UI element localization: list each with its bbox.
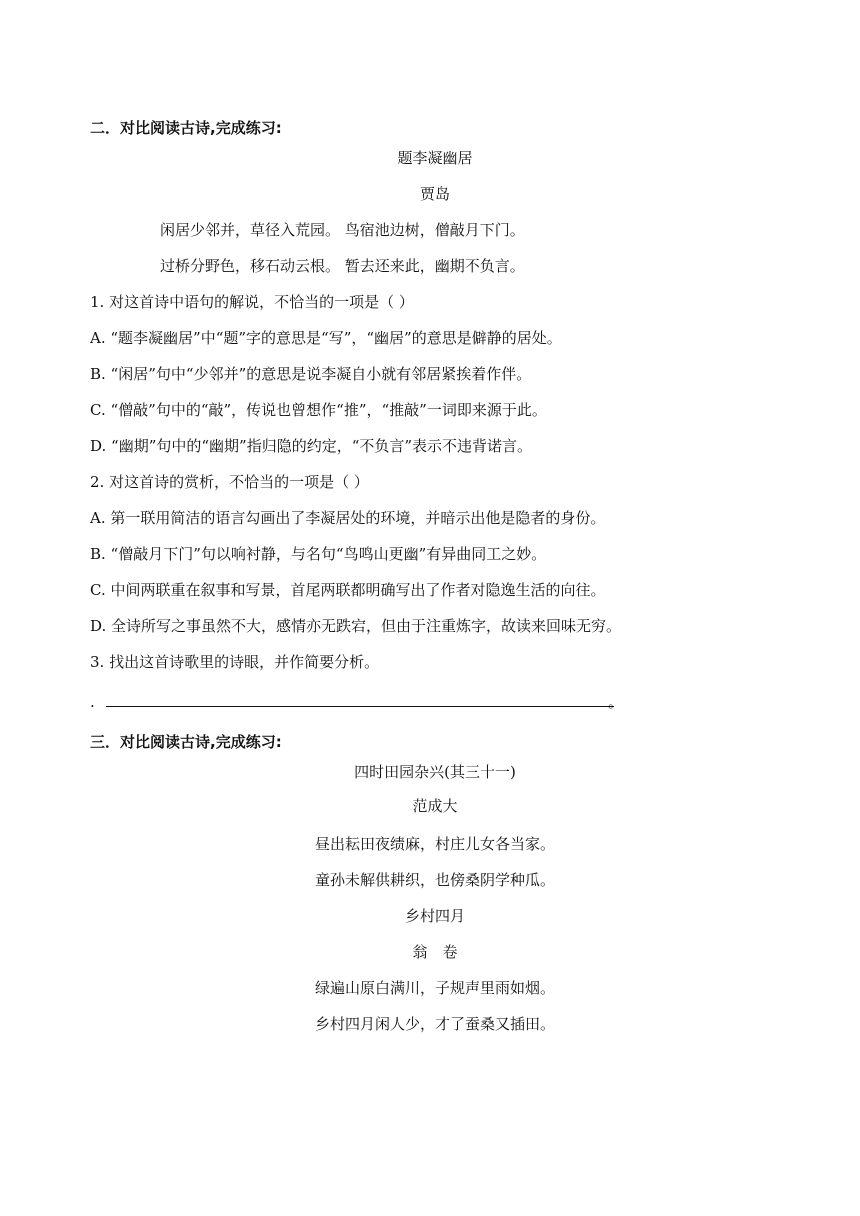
poem-line: 过桥分野色，移石动云根。 暂去还来此，幽期不负言。	[160, 257, 525, 275]
question-stem: 1. 对这首诗中语句的解说，不恰当的一项是（ ）	[90, 293, 414, 311]
poem1-line: 昼出耘田夜绩麻，村庄儿女各当家。	[314, 835, 555, 853]
question-option: B. “僧敲月下门”句以响衬静，与名句“鸟鸣山更幽”有异曲同工之妙。	[90, 545, 547, 563]
poem2-line: 绿遍山原白满川，子规声里雨如烟。	[314, 979, 555, 997]
poem-line: 闲居少邻并，草径入荒园。 鸟宿池边树，僧敲月下门。	[160, 221, 525, 239]
poem-author: 贾岛	[419, 185, 450, 203]
question-option: D. 全诗所写之事虽然不大，感情亦无跌宕，但由于注重炼字，故读来回味无穷。	[90, 617, 622, 635]
poem2-author: 翁 卷	[412, 943, 458, 961]
question-option: A. 第一联用简洁的语言勾画出了李凝居处的环境，并暗示出他是隐者的身份。	[90, 509, 606, 527]
poem2-line: 乡村四月闲人少，才了蚕桑又插田。	[314, 1015, 555, 1033]
poem1-author: 范成大	[412, 797, 458, 815]
section2-heading: 二．对比阅读古诗,完成练习:	[90, 119, 282, 137]
question-option: C. “僧敲”句中的“敲”，传说也曾想作“推”，“推敲”一词即来源于此。	[90, 401, 547, 419]
question-option: C. 中间两联重在叙事和写景，首尾两联都明确写出了作者对隐逸生活的向往。	[90, 581, 606, 599]
question-option: D. “幽期”句中的“幽期”指归隐的约定，“不负言”表示不违背诺言。	[90, 437, 533, 455]
question-option: A. “题李凝幽居”中“题”字的意思是“写”，“幽居”的意思是僻静的居处。	[90, 329, 562, 347]
answer-blank[interactable]	[90, 692, 650, 712]
section3-heading: 三．对比阅读古诗,完成练习:	[90, 733, 282, 751]
poem-title: 题李凝幽居	[397, 149, 473, 167]
question-option: B. “闲居”句中“少邻并”的意思是说李凝自小就有邻居紧挨着作伴。	[90, 365, 532, 383]
question-stem: 2. 对这首诗的赏析，不恰当的一项是（ ）	[90, 473, 369, 491]
poem1-title: 四时田园杂兴(其三十一)	[354, 763, 516, 781]
answer-tail: 。	[608, 693, 624, 711]
question-stem: 3. 找出这首诗歌里的诗眼，并作简要分析。	[90, 653, 380, 671]
answer-lead: .	[90, 693, 95, 711]
poem2-title: 乡村四月	[404, 907, 465, 925]
poem1-line: 童孙未解供耕织，也傍桑阴学种瓜。	[314, 871, 555, 889]
answer-underline	[106, 706, 614, 707]
